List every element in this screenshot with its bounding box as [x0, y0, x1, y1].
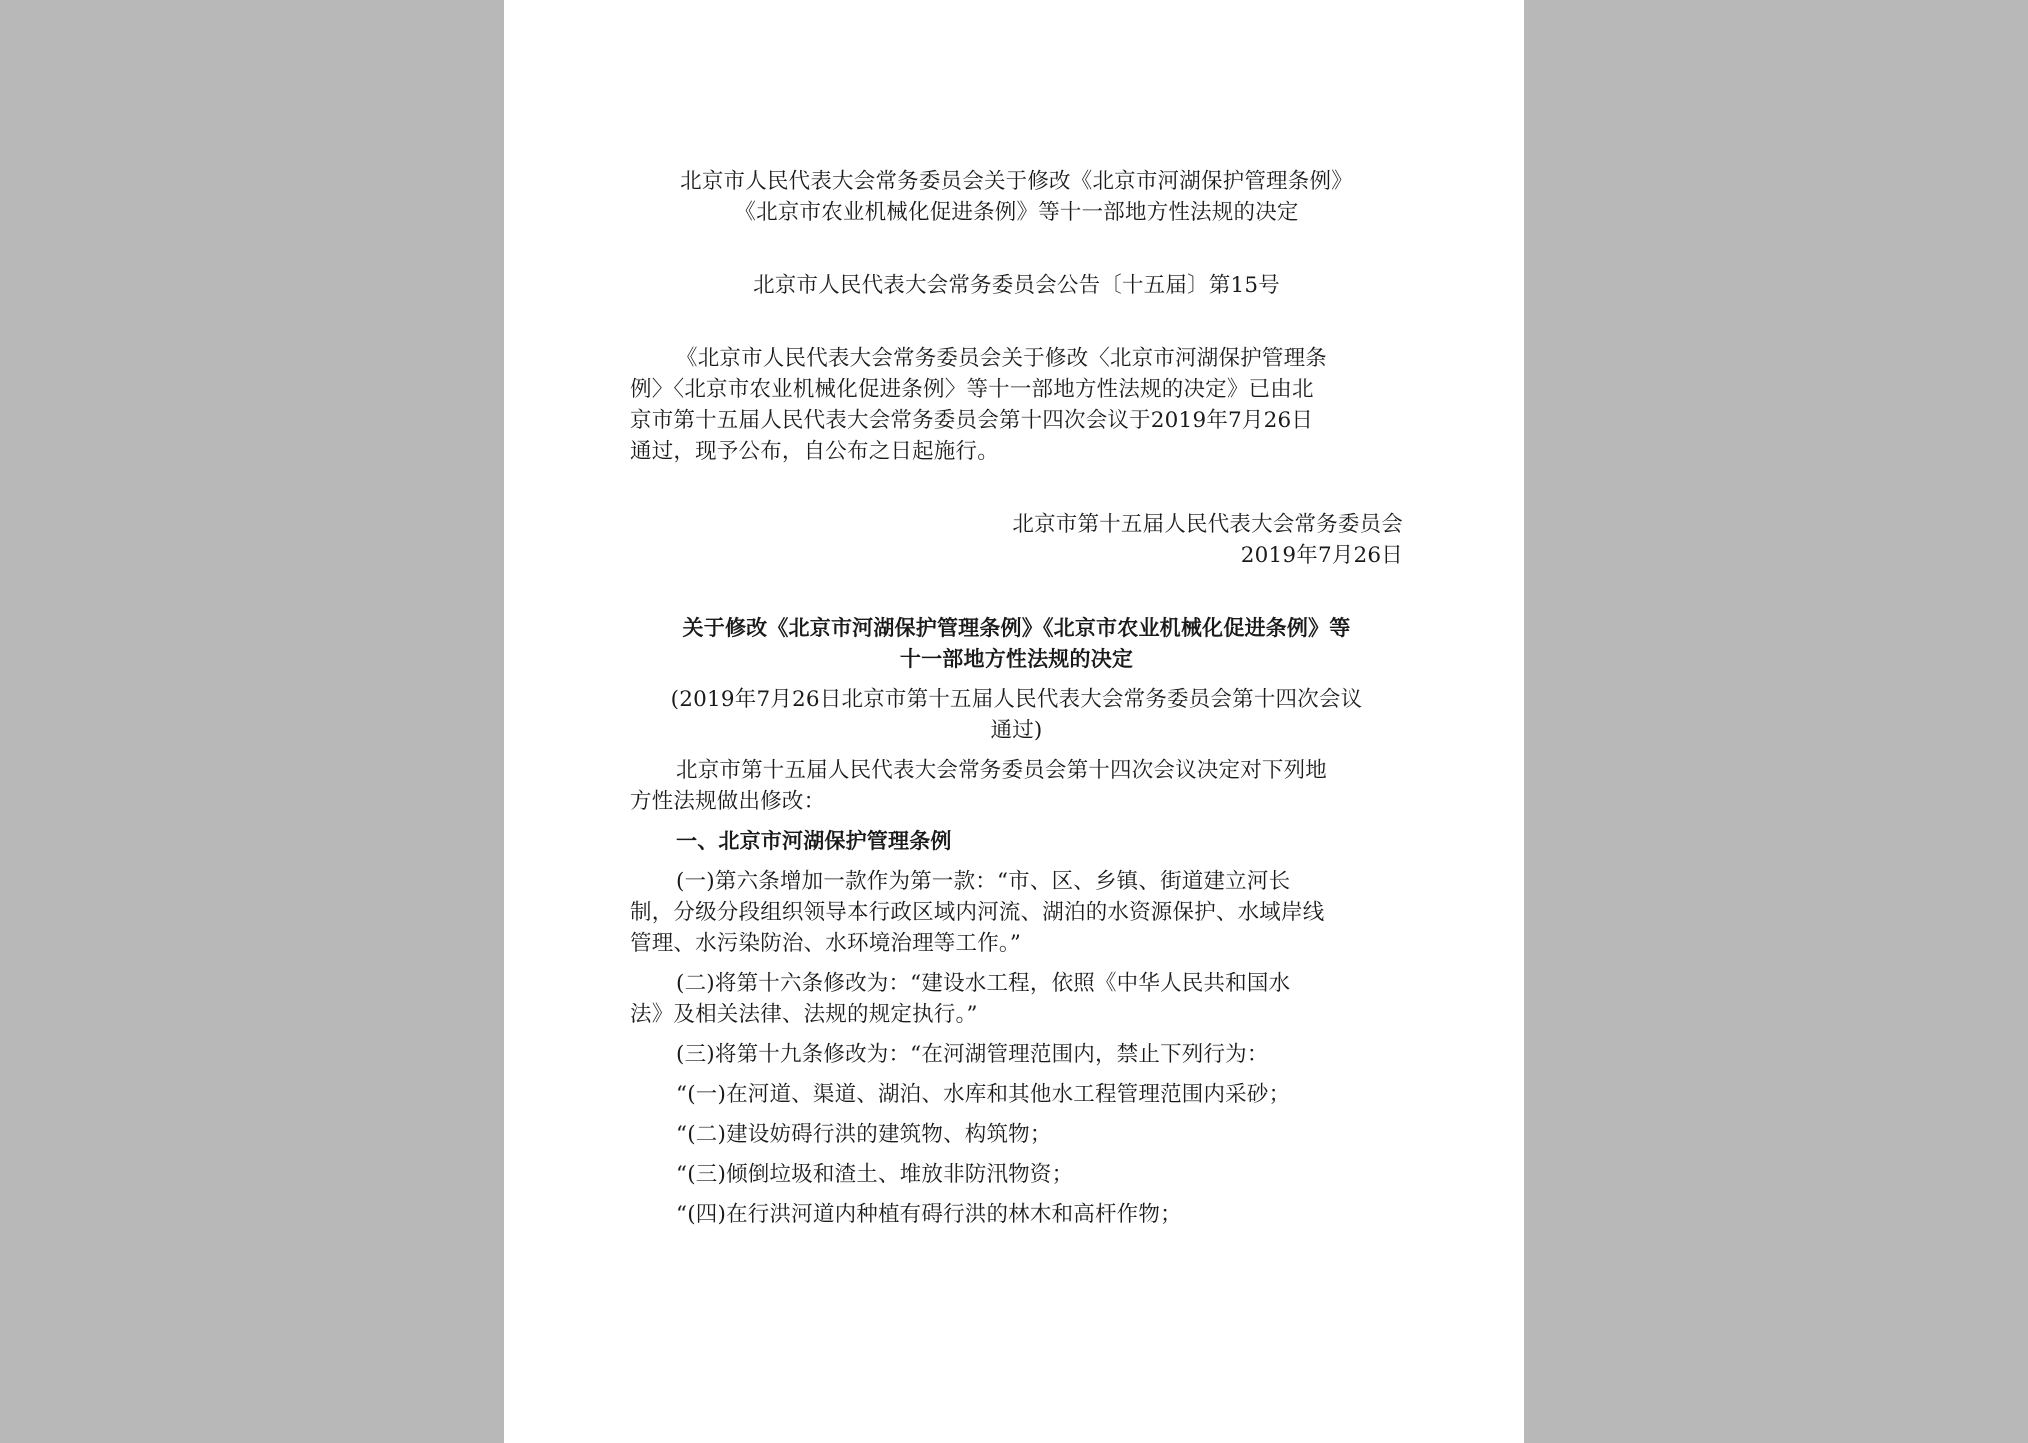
preamble-line: 方性法规做出修改： [630, 789, 826, 814]
adoption-note-line-1: (2019年7月26日北京市第十五届人民代表大会常务委员会第十四次会议 [670, 687, 1363, 712]
item-line: (二)将第十六条修改为：“建设水工程，依照《中华人民共和国水 [676, 971, 1291, 996]
title-line-2: 《北京市农业机械化促进条例》等十一部地方性法规的决定 [734, 200, 1299, 225]
intro-line: 通过，现予公布，自公布之日起施行。 [630, 439, 999, 464]
signature-date: 2019年7月26日 [1240, 543, 1403, 568]
item-line: 制，分级分段组织领导本行政区域内河流、湖泊的水资源保护、水域岸线 [630, 900, 1325, 925]
preamble-paragraph [630, 755, 1403, 817]
announcement-number: 北京市人民代表大会常务委员会公告〔十五届〕第15号 [753, 273, 1280, 298]
sub-item: “(三)倾倒垃圾和渣土、堆放非防汛物资； [676, 1162, 1074, 1187]
amendment-item-3: (三)将第十九条修改为：“在河湖管理范围内，禁止下列行为： [676, 1042, 1269, 1067]
preamble-line: 北京市第十五届人民代表大会常务委员会第十四次会议决定对下列地 [676, 758, 1328, 783]
decision-title-line-2: 十一部地方性法规的决定 [899, 647, 1134, 671]
item-line: 管理、水污染防治、水环境治理等工作。” [630, 931, 1022, 956]
section-heading: 一、北京市河湖保护管理条例 [676, 829, 952, 853]
intro-paragraph [630, 343, 1403, 467]
item-line: (一)第六条增加一款作为第一款：“市、区、乡镇、街道建立河长 [676, 869, 1291, 894]
amendment-item-1 [630, 866, 1403, 959]
sub-item: “(四)在行洪河道内种植有碍行洪的林木和高杆作物； [676, 1202, 1182, 1227]
decision-title-line-1: 关于修改《北京市河湖保护管理条例》《北京市农业机械化促进条例》等 [682, 616, 1351, 640]
document-page [504, 0, 1524, 1443]
signature-org: 北京市第十五届人民代表大会常务委员会 [1012, 512, 1403, 537]
intro-line: 《北京市人民代表大会常务委员会关于修改〈北京市河湖保护管理条 [676, 346, 1328, 371]
page-content [630, 166, 1403, 1230]
sub-item: “(一)在河道、渠道、湖泊、水库和其他水工程管理范围内采砂； [676, 1082, 1291, 1107]
amendment-item-2 [630, 968, 1403, 1030]
sub-item: “(二)建设妨碍行洪的建筑物、构筑物； [676, 1122, 1052, 1147]
intro-line: 京市第十五届人民代表大会常务委员会第十四次会议于2019年7月26日 [630, 408, 1314, 433]
title-line-1: 北京市人民代表大会常务委员会关于修改《北京市河湖保护管理条例》 [680, 169, 1353, 194]
item-line: 法》及相关法律、法规的规定执行。” [630, 1002, 978, 1027]
adoption-note-line-2: 通过) [990, 718, 1043, 743]
intro-line: 例〉〈北京市农业机械化促进条例〉等十一部地方性法规的决定》已由北 [630, 377, 1314, 402]
